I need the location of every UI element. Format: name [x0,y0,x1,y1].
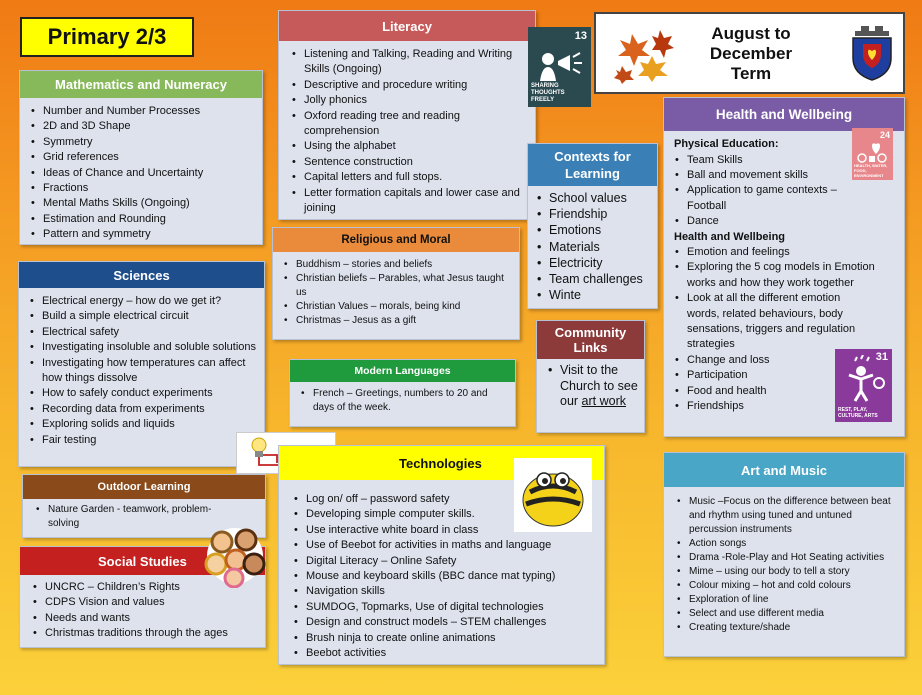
health-header: Health and Wellbeing [664,98,904,131]
list-item: • Application to game contexts – Football [670,183,900,214]
list-item: • Emotions [532,222,657,238]
list-item: • Using the alphabet [287,139,527,154]
list-item: • CDPS Vision and values [28,595,265,610]
list-item: • Letter formation capitals and lower case and joining [287,186,527,217]
list-item: • Nature Garden - teamwork, problem-solving [31,503,215,531]
list-item: • Visit to the Church to see our art work [543,363,640,410]
list-item: • Christian Values – morals, being kind [279,300,509,314]
math-panel [19,70,263,245]
art-header: Art and Music [664,453,904,487]
list-item: • Grid references [26,150,262,165]
community-list [537,359,644,410]
sdg-13-icon: 13 SHARING THOUGHTS FREELY [528,27,591,107]
list-item: • French – Greetings, numbers to 20 and days of the week. [296,387,509,415]
list-item: • Dance [670,214,900,229]
list-item: • Design and construct models – STEM challenges [289,615,604,630]
literacy-panel [278,10,536,220]
hwb-subheading: Health and Wellbeing [674,230,786,243]
list-item: • Needs and wants [28,611,265,626]
religious-panel [272,227,520,340]
contexts-panel [527,143,658,309]
list-item: • Buddhism – stories and beliefs [279,258,509,272]
list-item: • Number and Number Processes [26,104,262,119]
list-item: • Investigating how temperatures can affect how things dissolve [25,356,258,387]
list-item: • Mouse and keyboard skills (BBC dance mat typing) [289,569,604,584]
list-item: • Change and loss [670,353,900,368]
social-header: Social Studies [20,547,265,575]
list-item: • Pattern and symmetry [26,227,262,242]
list-item: • Electricity [532,255,657,271]
list-item: • Mental Maths Skills (Ongoing) [26,196,262,211]
list-item: • Christian beliefs – Parables, what Jesus taught us [279,272,509,300]
list-item: • Use interactive white board in class [289,523,604,538]
literacy-list [279,41,535,216]
religious-header: Religious and Moral [273,228,519,252]
list-item: • Team challenges [532,271,657,287]
list-item: • SUMDOG, Topmarks, Use of digital technologies [289,600,604,615]
list-item: • Developing simple computer skills. [289,507,604,522]
sdg-24-icon: 24 HEALTH, WATER, FOOD, ENVIRONMENT [852,128,893,180]
list-item: • Drama -Role-Play and Hot Seating activities [672,551,896,565]
list-item: • Ball and movement skills [670,168,830,183]
list-item: • Capital letters and full stops. [287,170,527,185]
list-item: • Symmetry [26,135,262,150]
list-item: • Action songs [672,537,896,551]
list-item: • 2D and 3D Shape [26,119,262,134]
list-item: • Fair testing [25,433,258,448]
page-title-box [20,17,194,57]
art-list [664,487,904,635]
list-item: • Exploring the 5 cog models in Emotion works and how they work together [670,260,900,291]
list-item: • Navigation skills [289,584,604,599]
contexts-list [528,186,657,303]
term-title: August to December Term [709,24,793,83]
list-item: • Creating texture/shade [672,621,896,635]
list-item: • Friendships [670,399,900,414]
list-item: • Log on/ off – password safety [289,492,604,507]
list-item: • Fractions [26,181,262,196]
list-item: • Friendship [532,206,657,222]
art-work-link[interactable]: art work [581,394,626,408]
tech-header: Technologies [279,446,604,480]
list-item: • Mime – using our body to tell a story [672,565,896,579]
list-item: • Jolly phonics [287,93,527,108]
list-item: • UNCRC – Children’s Rights [28,580,265,595]
religious-list [273,252,519,328]
list-item: • Electrical safety [25,325,258,340]
sciences-header: Sciences [19,262,264,288]
math-header: Mathematics and Numeracy [20,71,262,98]
list-item: • School values [532,190,657,206]
list-item: • Descriptive and procedure writing [287,78,527,93]
contexts-header: Contexts for Learning [528,144,657,186]
pe-list-cont [670,183,900,229]
art-panel [663,452,905,657]
list-item: • Brush ninja to create online animations [289,631,604,646]
community-panel [536,320,645,433]
list-item: • Exploring solids and liquids [25,417,258,432]
list-item: • Look at all the different emotion words, related behaviours, body sensations, triggers and regulation strategies [670,291,900,353]
languages-header: Modern Languages [290,360,515,382]
list-item: • Estimation and Rounding [26,212,262,227]
list-item: • Ideas of Chance and Uncertainty [26,166,262,181]
list-item: • Digital Literacy – Online Safety [289,554,604,569]
list-item: • Use of Beebot for activities in maths and language [289,538,604,553]
list-item: • Materials [532,239,657,255]
list-item: • Investigating insoluble and soluble solutions [25,340,258,355]
list-item: • Music –Focus on the difference between beat and rhythm using tuned and untuned percussion instruments [672,495,896,537]
beebot-robot-icon [514,458,592,532]
list-item: • Beebot activities [289,646,604,661]
community-header: Community Links [537,321,644,359]
list-item: • Colour mixing – hot and cold colours [672,579,896,593]
list-item: • Participation [670,368,900,383]
sciences-panel [18,261,265,467]
list-item: • Listening and Talking, Reading and Writing Skills (Ongoing) [287,47,527,78]
literacy-header: Literacy [279,11,535,41]
list-item: • How to safely conduct experiments [25,386,258,401]
list-item: • Exploration of line [672,593,896,607]
sciences-list [19,288,264,448]
list-item: • Select and use different media [672,607,896,621]
languages-panel [289,359,516,427]
list-item: • Sentence construction [287,155,527,170]
sdg-31-icon: 31 REST, PLAY, CULTURE, ARTS [835,349,892,422]
list-item: • Team Skills [670,153,830,168]
list-item: • Recording data from experiments [25,402,258,417]
languages-list [290,382,515,415]
list-item: • Food and health [670,384,900,399]
outdoor-header: Outdoor Learning [23,475,265,499]
term-box [594,12,905,94]
list-item: • Christmas – Jesus as a gift [279,314,509,328]
list-item: • Winte [532,287,657,303]
list-item: • Emotion and feelings [670,245,900,260]
school-crest-icon [849,24,895,82]
autumn-leaves-icon [612,26,682,84]
list-item: • Christmas traditions through the ages [28,626,265,641]
math-list [20,98,262,243]
pe-subheading: Physical Education: [674,138,779,150]
page-title: Primary 2/3 [47,24,167,49]
list-item: • Oxford reading tree and reading comprehension [287,109,527,140]
children-faces-icon [200,524,270,588]
list-item: • Electrical energy – how do we get it? [25,294,258,309]
list-item: • Build a simple electrical circuit [25,309,258,324]
